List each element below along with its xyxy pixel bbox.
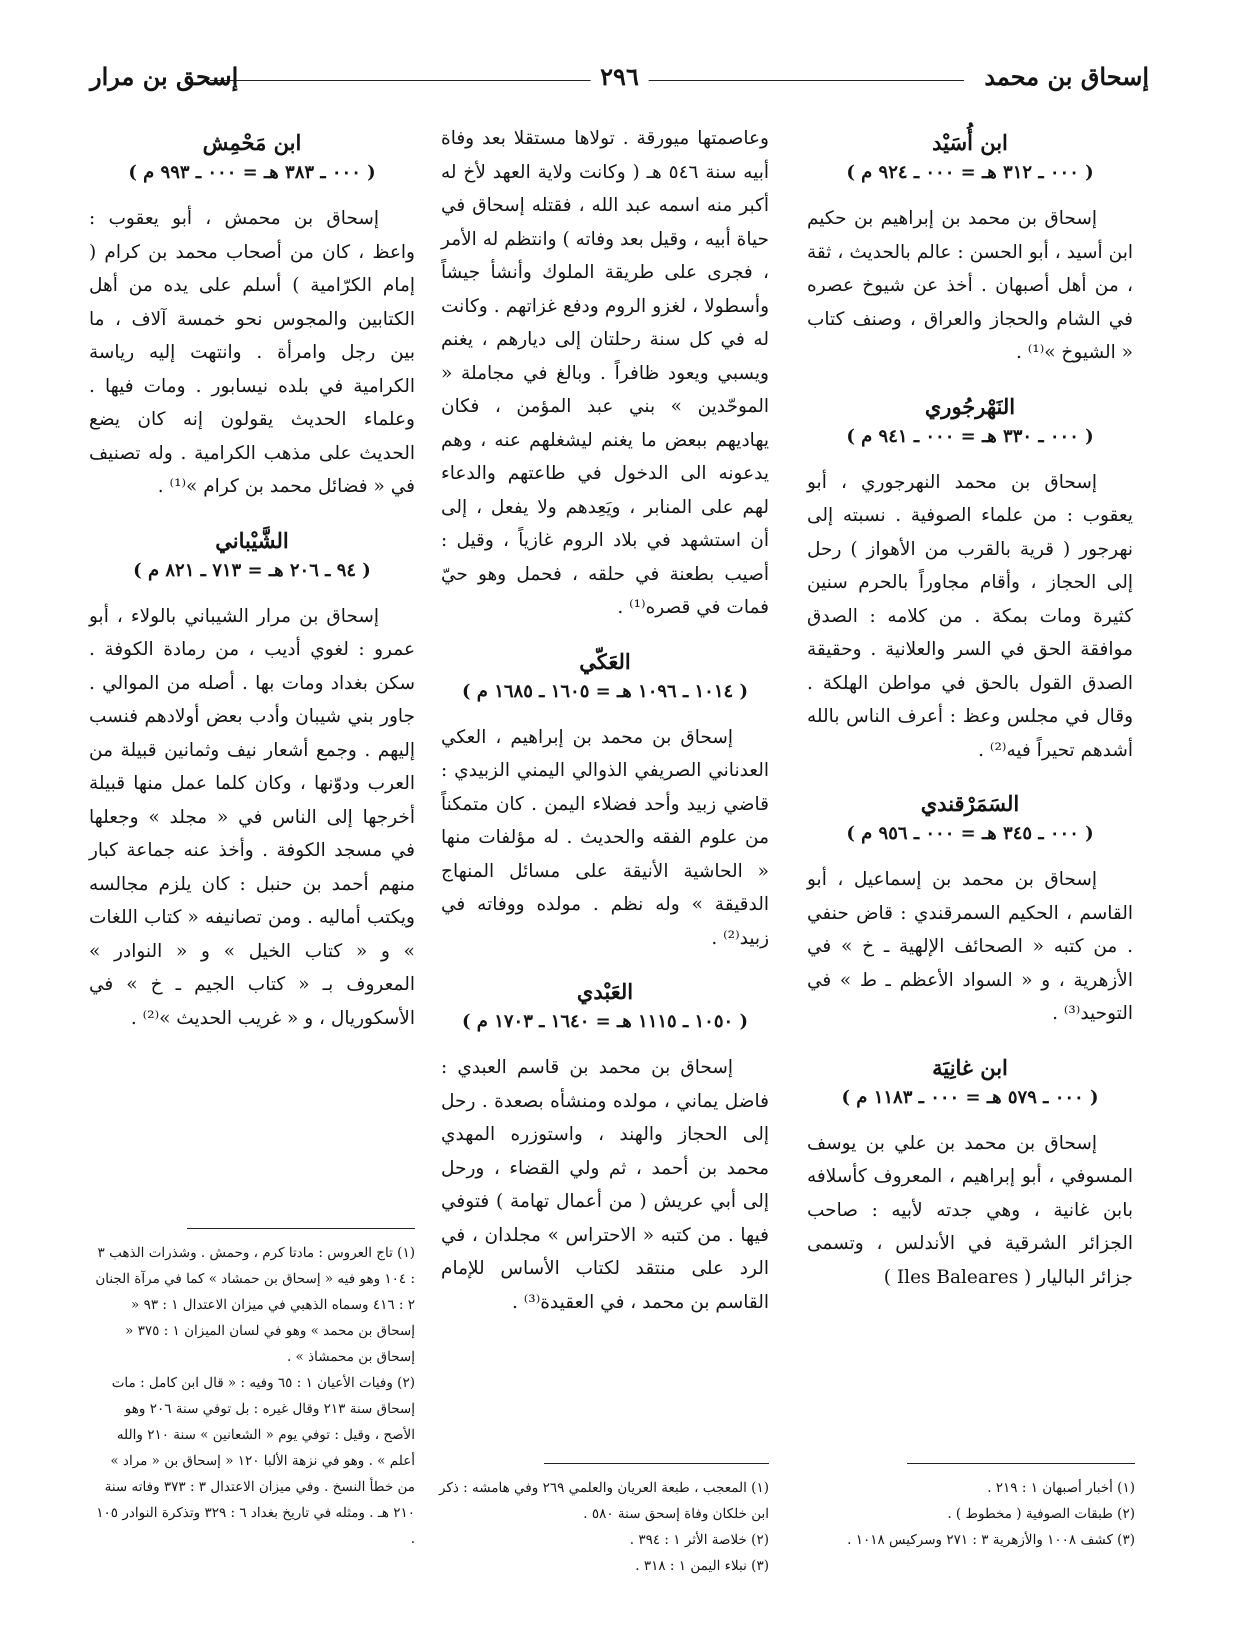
footnote: (١) تاج العروس : مادتا كرم ، وحمش . وشذرات الذهب ٣ : ١٠٤ وهو فيه « إسحاق بن حمشاد » كما في مرآة الجنان ٢ : ٤١٦ وسماه الذهبي في ميزان الاعتدال ١ : ٩٣ « إسحاق بن محمد » وهو في لسان الميزان ١ : ٣٧٥ « إسحاق بن محمشاذ » .: [95, 1245, 415, 1365]
entry-title: ابن مَحْمِش: [202, 130, 302, 155]
footnote-rule: [907, 1463, 1135, 1464]
entry-dates: ( ١٠٥٠ ـ ١١١٥ هـ = ١٦٤٠ ـ ١٧٠٣ م ): [462, 1011, 748, 1032]
entry-dates: ( ١٠١٤ ـ ١٠٩٦ هـ = ١٦٠٥ ـ ١٦٨٥ م ): [462, 680, 748, 702]
entry-title: العَكّي: [579, 648, 631, 674]
footnote-rule: [187, 1228, 415, 1229]
entry-body: إسحاق بن محمد بن إبراهيم بن حكيم ابن أسيد ، أبو الحسن : عالم بالحديث ، ثقة ، من أهل أصبهان . أخذ عن شيوخ عصره في الشام والحجاز والعراق ، وصنف كتاب « الشيوخ »⁽¹⁾ .: [807, 208, 1133, 363]
entry-body: إسحاق بن محمد بن إسماعيل ، أبو القاسم ، الحكيم السمرقندي : قاض حنفي . من كتبه « الصحائف الإلهية ـ خ » في الأزهرية ، و « السواد الأعظم ـ ط » في التوحيد⁽³⁾ .: [807, 869, 1133, 1024]
column-middle: [441, 122, 769, 1341]
entry-title: العَبْدي: [576, 979, 634, 1004]
entry: [441, 647, 769, 956]
entry-body: إسحاق بن محمش ، أبو يعقوب : واعظ ، كان من أصحاب محمد بن كرام ( إمام الكرّامية ) أسلم على يده من أهل الكتابين والمجوس نحو خمسة آلاف ، ما بين رجل وامرأة . وانتهت إليه رياسة الكرامية في بلده نيسابور . ومات فيها . وعلماء الحديث يقولون إنه كان يضع الحديث على مذهب الكرامية . وله تصنيف في « فضائل محمد بن كرام »⁽¹⁾ .: [89, 208, 415, 497]
footnote: (٢) خلاصة الأثر ١ : ٣٩٤ .: [629, 1532, 769, 1548]
entry-dates: ( ٩٤ ـ ٢٠٦ هـ = ٧١٣ ـ ٨٢١ م ): [133, 559, 371, 581]
entry-dates: ( ٠٠٠ ـ ٥٧٩ هـ = ٠٠٠ ـ ١١٨٣ م ): [841, 1086, 1099, 1108]
page-number: ٢٩٦: [590, 62, 649, 91]
entry-title: ابن غانِيَة: [932, 1054, 1008, 1080]
entry-title: النَهْرجُوري: [924, 393, 1016, 419]
entry-dates: ( ٠٠٠ ـ ٣٣٠ هـ = ٠٠٠ ـ ٩٤١ م ): [846, 425, 1094, 447]
entry: [807, 128, 1133, 370]
entry-continuation: [441, 122, 769, 625]
entry-dates: ( ٠٠٠ ـ ٣١٢ هـ = ٠٠٠ ـ ٩٢٤ م ): [846, 162, 1094, 183]
entry: [807, 392, 1133, 768]
footnote: (١) أخبار أصبهان ١ : ٢١٩ .: [987, 1480, 1135, 1496]
entry: [89, 128, 415, 504]
entry-dates: ( ٠٠٠ ـ ٣٨٣ هـ = ٠٠٠ ـ ٩٩٣ م ): [128, 162, 376, 183]
header-right-title: إسحاق بن محمد: [984, 62, 1149, 91]
entry: [807, 1053, 1133, 1295]
entry: [807, 789, 1133, 1031]
column-left: [89, 122, 415, 1057]
entry: [441, 977, 769, 1319]
footnote: (٣) كشف ١٠٠٨ والأزهرية ٣ : ٢٧١ وسركيس ١٠١٨ .: [847, 1532, 1135, 1548]
entry-body: إسحاق بن محمد النهرجوري ، أبو يعقوب : من علماء الصوفية . نسبته إلى نهرجور ( قرية بالقرب من الأهواز ) رحل إلى الحجاز ، وأقام مجاوراً بالحرم سنين كثيرة ومات بمكة . من كلامه : الصدق موافقة الحق في السر والعلانية . وحقيقة الصدق القول بالحق في مواطن الهلكة . وقال في مجلس وعظ : أعرف الناس بالله أشدهم تحيراً فيه⁽²⁾ .: [807, 471, 1133, 761]
entry-dates: ( ٠٠٠ ـ ٣٤٥ هـ = ٠٠٠ ـ ٩٥٦ م ): [846, 823, 1094, 844]
footnotes-middle: [439, 1475, 769, 1579]
footnote: (٢) وفيات الأعيان ١ : ٦٥ وفيه : « قال ابن كامل : مات إسحاق سنة ٢١٣ وقال غيره : بل توفي سنة ٢٠٦ وهو الأصح ، وقيل : توفي يوم « الشعانين » سنة ٢١٠ والله أعلم » . وهو في نزهة الألبا ١٢٠ « إسحاق بن « مراد » من خطأ النسخ . وفي ميزان الاعتدال ٣ : ٣٧٣ وفاته سنة ٢١٠ هـ . ومثله في تاريخ بغداد ٦ : ٣٢٩ وتذكرة النوادر ١٠٥ .: [96, 1375, 415, 1547]
footnotes-left: [89, 1240, 415, 1552]
entry-body: إسحاق بن مرار الشيباني بالولاء ، أبو عمرو : لغوي أديب ، من رمادة الكوفة . سكن بغداد ومات بها . أصله من الموالي . جاور بني شيبان وأدب بعض أولادهم فنسب إليهم . وجمع أشعار نيف وثمانين قبيلة من العرب ودوّنها ، وكان كلما عمل منها قبيلة أخرجها إلى الناس في « مجلد » وجعلها في مسجد الكوفة . وأخذ عنه جماعة كبار منهم أحمد بن حنبل : كان يلزم مجالسه ويكتب أماليه . ومن تصانيفه « كتاب اللغات » و « كتاب الخيل » و « النوادر » المعروف بـ « كتاب الجيم ـ خ » في الأسكوريال ، و « غريب الحديث »⁽²⁾ .: [89, 605, 415, 1029]
footnote-rule: [544, 1463, 769, 1464]
header-rule: [210, 80, 964, 81]
entry-body: إسحاق بن محمد بن قاسم العبدي : فاضل يماني ، مولده ومنشأه بصعدة . رحل إلى الحجاز والهند ، واستوزره المهدي محمد بن أحمد ، ثم ولي القضاء ، ورحل إلى أبي عريش ( من أعمال تهامة ) فتوفي فيها . من كتبه « الاحتراس » مجلدان ، في الرد على منتقد لكتاب الأساس للإمام القاسم بن محمد ، في العقيدة⁽³⁾ .: [441, 1057, 769, 1313]
header-left-title: إسحق بن مرار: [90, 62, 239, 91]
entry-title: السَمَرْقندي: [920, 791, 1020, 816]
footnotes-right: [805, 1475, 1135, 1553]
footnote: (٢) طبقات الصوفية ( مخطوط ) .: [947, 1506, 1135, 1522]
entry-body: إسحاق بن محمد بن إبراهيم ، العكي العدناني الصريفي الذوالي اليمني الزبيدي : قاضي زبيد وأحد فضلاء اليمن . كان متمكناً من علوم الفقه والحديث . له مؤلفات منها « الحاشية الأنيقة على مسائل المنهاج الدقيقة » وله نظم . مولده ووفاته في زبيد⁽²⁾ .: [441, 726, 769, 949]
column-right: [807, 122, 1133, 1316]
footnote: (١) المعجب ، طبعة العريان والعلمي ٢٦٩ وفي هامشه : ذكر ابن خلكان وفاة إسحق سنة ٥٨٠ .: [438, 1480, 769, 1522]
entry-body: إسحاق بن محمد بن علي بن يوسف المسوفي ، أبو إبراهيم ، المعروف كأسلافه بابن غانية ، وهي جدته لأبيه : صاحب الجزائر الشرقية في الأندلس ، وتسمى جزائر الباليار ( Iles Baleares ): [807, 1132, 1133, 1288]
entry-title: ابن أُسَيْد: [932, 130, 1008, 155]
entry: [89, 526, 415, 1036]
entry-title: الشَّيْباني: [215, 527, 289, 553]
running-header: [90, 58, 1149, 98]
continuation-body: وعاصمتها ميورقة . تولاها مستقلا بعد وفاة أبيه سنة ٥٤٦ هـ ( وكانت ولاية العهد لأخ له أكبر منه اسمه عبد الله ، فقتله إسحاق في حياة أبيه ، وقيل بعد وفاته ) وانتظم له الأمر ، فجرى على طريقة الملوك وأنشأ جيشاً وأسطولا ، لغزو الروم ودفع غزاتهم . وكانت له في كل سنة رحلتان إلى ديارهم ، يغنم ويسبي ويعود ظافراً . وبالغ في مجاملة « الموحّدين » بني عبد المؤمن ، فكان يهاديهم ببعض ما يغنم ليشغلهم عنه ، وهم يدعونه الى الدخول في طاعتهم والدعاء لهم على المنابر ، ويَعِدهم ولا يفعل ، إلى أن استشهد في بلاد الروم غازياً ، وقيل : أصيب بطعنة في حلقه ، فحمل وهو حيّ فمات في قصره⁽¹⁾ .: [441, 128, 769, 618]
footnote: (٣) نبلاء اليمن ١ : ٣١٨ .: [635, 1558, 769, 1574]
